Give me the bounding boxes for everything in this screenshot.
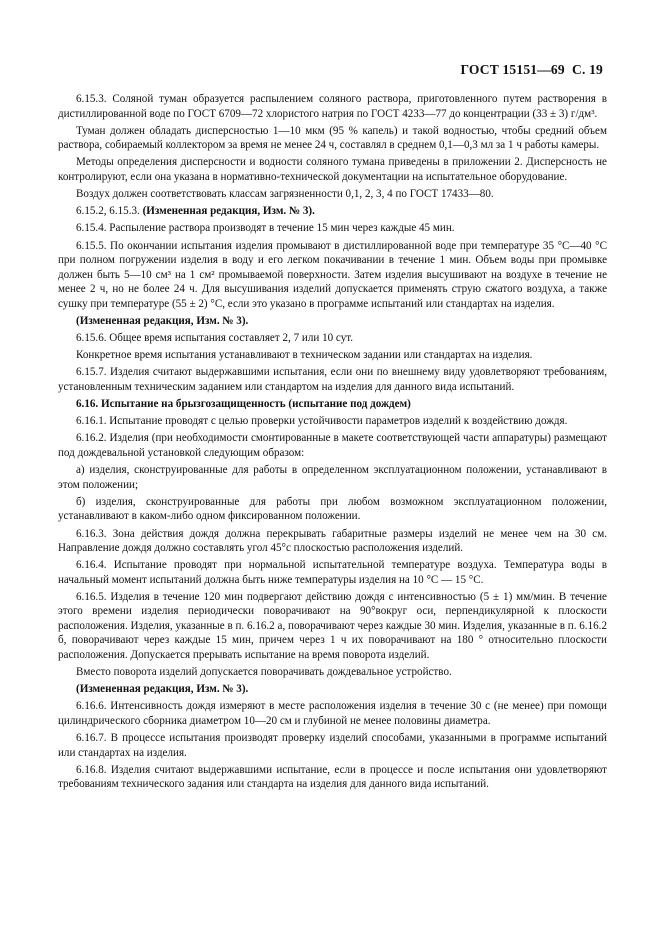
- paragraph: Вместо поворота изделий допускается поворачивать дождевальное устройство.: [76, 666, 452, 679]
- paragraph: 6.16.3. Зона действия дождя должна перекрывать габаритные размеры изделий не менее чем на 30 см. Направление дождя должно составлять угол 45°с плоскостью расположения изделий.: [58, 527, 607, 554]
- paragraph: 6.16.2. Изделия (при необходимости смонтированные в макете соответствующей части аппаратуры) размещают под дождевальной установкой следующим образом:: [58, 432, 607, 459]
- document-body: [58, 92, 607, 795]
- paragraph: 6.16.1. Испытание проводят с целью проверки устойчивости параметров изделий к воздействию дождя.: [76, 415, 568, 428]
- paragraph: 6.15.4. Распыление раствора производят в течение 15 мин через каждые 45 мин.: [76, 222, 455, 235]
- amendment-paragraph: [58, 204, 607, 219]
- page-number: С. 19: [572, 62, 603, 77]
- amendment-note: (Измененная редакция, Изм. № 3).: [142, 205, 315, 218]
- list-item: а) изделия, сконструированные для работы в определенном эксплуатационном положении, устанавливают в этом положении;: [58, 464, 607, 491]
- paragraph: Воздух должен соответствовать классам загрязненности 0,1, 2, 3, 4 по ГОСТ 17433—80.: [76, 188, 494, 201]
- list-item: б) изделия, сконструированные для работы при любом возможном эксплуатационном положении, устанавливают в каком-либо одном фиксированном положении.: [58, 495, 607, 523]
- paragraph: 6.15.6. Общее время испытания составляет 2, 7 или 10 сут.: [76, 332, 354, 344]
- paragraph: 6.16.7. В процессе испытания производят проверку изделий способами, указанными в программе испытаний или стандартах на изделия.: [58, 732, 607, 759]
- paragraph: 6.15.3. Соляной туман образуется распылением соляного раствора, приготовленного путем растворения в дистиллированной воде по ГОСТ 6709—72 хлористого натрия по ГОСТ 4233—77 до концентрации (33 ± 3) г/дм³.: [58, 93, 607, 120]
- paragraph: 6.16.8. Изделия считают выдержавшими испытание, если в процессе и после испытания они удовлетворяют требованиям технического задания или стандарта на изделия для данного вида испытаний.: [58, 763, 607, 791]
- paragraph: 6.16.4. Испытание проводят при нормальной испытательной температуре воздуха. Температура воды в начальный момент испытаний должна быть ниже температуры изделия на 10 °С — 15 °С.: [58, 559, 607, 586]
- amendment-note: (Измененная редакция, Изм. № 3).: [76, 683, 249, 696]
- amendment-note: (Измененная редакция, Изм. № 3).: [76, 314, 249, 327]
- paragraph: 6.15.7. Изделия считают выдержавшими испытания, если они по внешнему виду удовлетворяют требованиям, установленным техническим заданием или стандартом на изделия для данного вида испытаний.: [58, 366, 607, 393]
- standard-number: ГОСТ 15151—69: [460, 62, 565, 77]
- paragraph: Конкретное время испытания устанавливают в техническом задании или стандартах на изделия.: [76, 349, 533, 362]
- paragraph: Туман должен обладать дисперсностью 1—10 мкм (95 % капель) и такой водностью, чтобы средний объем раствора, собираемый коллектором за время не менее 24 ч, составлял в среднем 0,1—0,3 мл за 1 ч работы камеры.: [58, 124, 607, 152]
- paragraph: Методы определения дисперсности и водности соляного тумана приведены в приложении 2. Дисперсность не контролируют, если она указана в нормативно-технической документации на испытательное оборудование.: [58, 156, 607, 183]
- clause-refs: 6.15.2, 6.15.3.: [76, 205, 143, 218]
- section-heading: 6.16. Испытание на брызгозащищенность (испытание под дождем): [76, 398, 411, 411]
- paragraph: 6.15.5. По окончании испытания изделия промывают в дистиллированной воде при температуре 35 °С—40 °С при полном погружении изделия в воду и его легком покачивании в течение 1 мин. Объем воды при промывке должен быть 5—10 см³ на 1 см² промываемой поверхности. Затем изделия высушивают на воздухе в течение не менее 2 ч, но не более 24 ч. Для высушивания изделий допускается применять струю сжатого воздуха, а также сушку при температуре (55 ± 2) °С, если это указано в программе испытаний или стандартах на изделия.: [58, 239, 607, 310]
- paragraph: 6.16.5. Изделия в течение 120 мин подвергают действию дождя с интенсивностью (5 ± 1) мм/мин. В течение этого времени изделия периодически поворачивают на 90°вокруг оси, перпендикулярной к плоскости расположения. Изделия, указанные в п. 6.16.2 а, поворачивают через каждые 30 мин. Изделия, указанные в п. 6.16.2 б, поворачивают через каждые 15 мин, причем через 1 ч их поворачивают на 180 ° относительно плоскости расположения. Допускается прерывать испытание на время поворота изделий.: [58, 590, 607, 661]
- paragraph: 6.16.6. Интенсивность дождя измеряют в месте расположения изделия в течение 30 с (не менее) при помощи цилиндрического сборника диаметром 10—20 см и глубиной не менее половины диаметра.: [58, 700, 607, 727]
- page-header: [460, 62, 603, 78]
